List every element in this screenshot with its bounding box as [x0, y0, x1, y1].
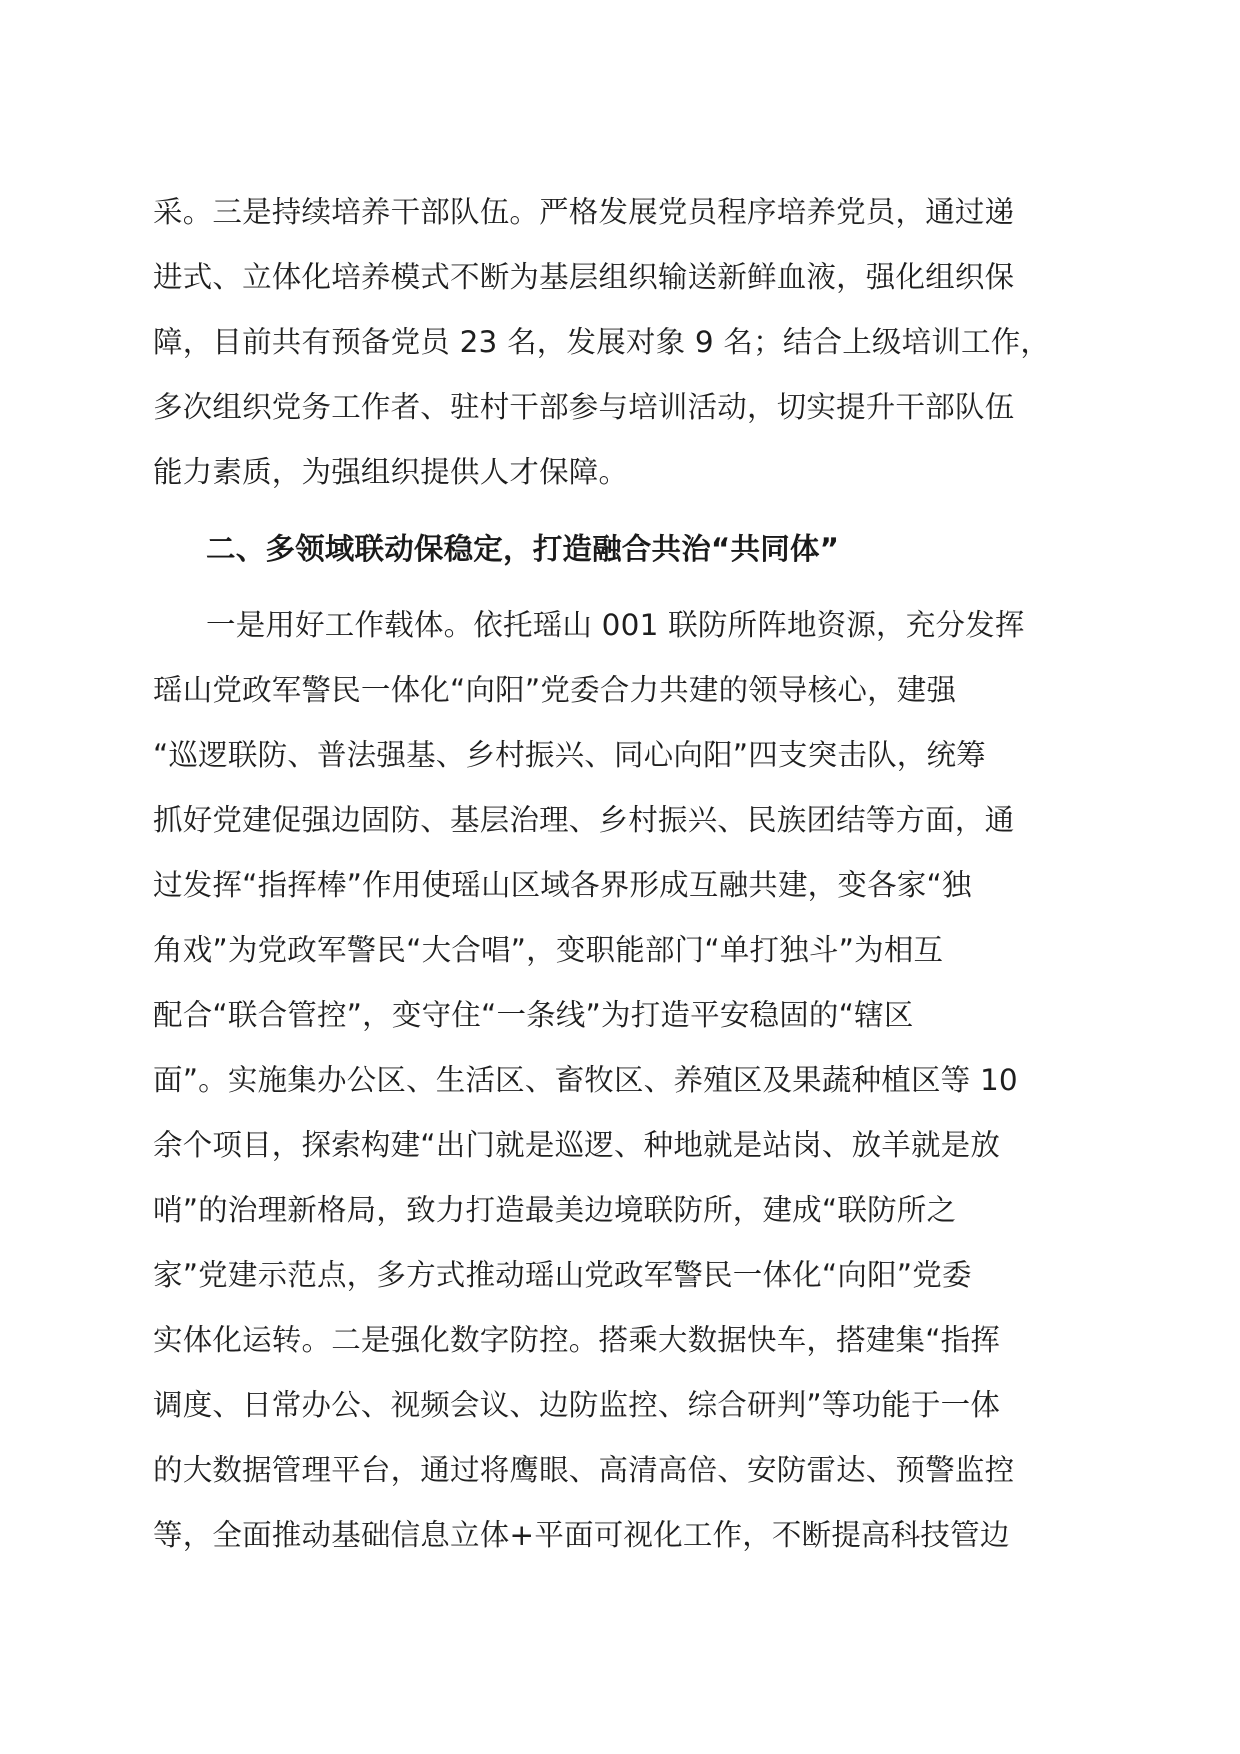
body-text-line: 能力素质，为强组织提供人才保障。 — [153, 455, 629, 489]
body-text-line: 家”党建示范点，多方式推动瑶山党政军警民一体化“向阳”党委 — [153, 1258, 972, 1292]
body-text-line: 瑶山党政军警民一体化“向阳”党委合力共建的领导核心，建强 — [153, 673, 957, 707]
body-text-line: 调度、日常办公、视频会议、边防监控、综合研判”等功能于一体 — [153, 1388, 1001, 1422]
body-text-line: 进式、立体化培养模式不断为基层组织输送新鲜血液，强化组织保 — [153, 260, 1015, 294]
body-text-line: 面”。实施集办公区、生活区、畜牧区、养殖区及果蔬种植区等 10 — [153, 1063, 1018, 1097]
section-heading: 二、多领域联动保稳定，打造融合共治“共同体” — [206, 532, 840, 566]
body-text-line: 角戏”为党政军警民“大合唱”，变职能部门“单打独斗”为相互 — [153, 933, 944, 967]
body-text-line: “巡逻联防、普法强基、乡村振兴、同心向阳”四支突击队，统筹 — [153, 738, 986, 772]
body-text-line: 配合“联合管控”，变守住“一条线”为打造平安稳固的“辖区 — [153, 998, 914, 1032]
body-text-line: 过发挥“指挥棒”作用使瑶山区域各界形成互融共建，变各家“独 — [153, 868, 972, 902]
body-text-line: 一是用好工作载体。依托瑶山 001 联防所阵地资源，充分发挥 — [206, 608, 1025, 642]
body-text-line: 的大数据管理平台，通过将鹰眼、高清高倍、安防雷达、预警监控 — [153, 1453, 1015, 1487]
body-text-line: 抓好党建促强边固防、基层治理、乡村振兴、民族团结等方面，通 — [153, 803, 1015, 837]
body-text-line: 多次组织党务工作者、驻村干部参与培训活动，切实提升干部队伍 — [153, 390, 1015, 424]
body-text-line: 等，全面推动基础信息立体+平面可视化工作，不断提高科技管边 — [153, 1518, 1010, 1552]
body-text-line: 哨”的治理新格局，致力打造最美边境联防所，建成“联防所之 — [153, 1193, 957, 1227]
body-text-line: 障，目前共有预备党员 23 名，发展对象 9 名；结合上级培训工作， — [153, 325, 1051, 359]
body-text-line: 实体化运转。二是强化数字防控。搭乘大数据快车，搭建集“指挥 — [153, 1323, 1001, 1357]
body-text-line: 采。三是持续培养干部队伍。严格发展党员程序培养党员，通过递 — [153, 195, 1015, 229]
body-text-line: 余个项目，探索构建“出门就是巡逻、种地就是站岗、放羊就是放 — [153, 1128, 1001, 1162]
